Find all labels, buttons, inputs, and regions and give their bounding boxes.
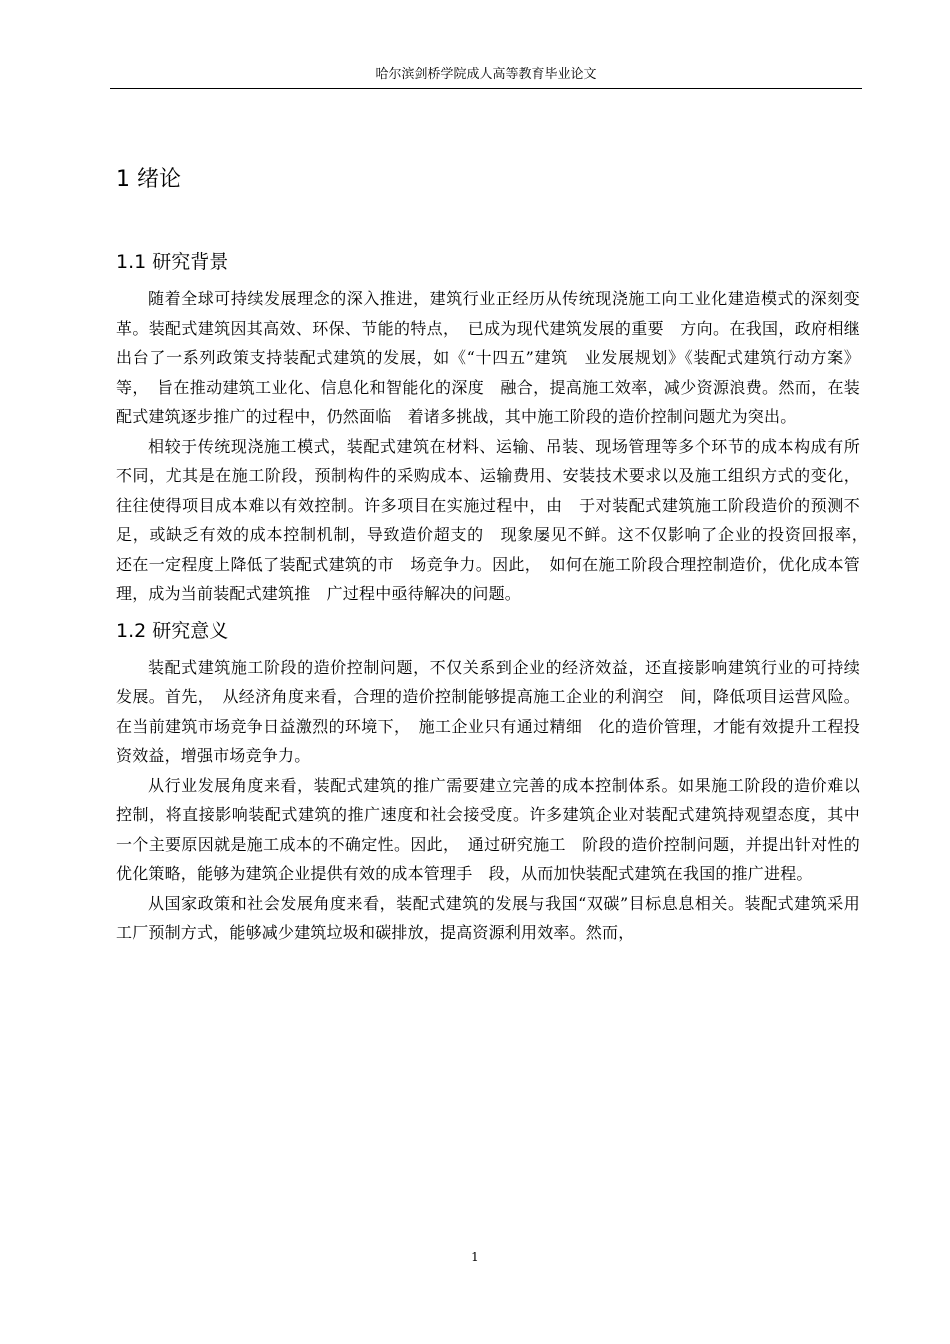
paragraph: 从国家政策和社会发展角度来看，装配式建筑的发展与我国“双碳”目标息息相关。装配式建筑采用工厂预制方式，能够减少建筑垃圾和碳排放，提高资源利用效率。然而，	[116, 893, 860, 942]
paragraph: 从行业发展角度来看，装配式建筑的推广需要建立完善的成本控制体系。如果施工阶段的造价难以控制，将直接影响装配式建筑的推广速度和社会接受度。许多建筑企业对装配式建筑持观望态度，其中一个主要原因就是施工成本的不确定性。因此， 通过研究施工 阶段的造价控制问题，并提出针对性的优化策略，能够为建筑企业提供有效的成本管理手 段，从而加快装配式建筑在我国的推广进程。	[116, 775, 860, 883]
page-body	[116, 150, 877, 948]
paragraph: 装配式建筑施工阶段的造价控制问题，不仅关系到企业的经济效益，还直接影响建筑行业的可持续发展。首先， 从经济角度来看，合理的造价控制能够提高施工企业的利润空 间，降低项目运营风险。在当前建筑市场竞争日益激烈的环境下， 施工企业只有通过精细 化的造价管理，才能有效提升工程投资效益，增强市场竞争力。	[116, 657, 860, 765]
paragraph: 随着全球可持续发展理念的深入推进，建筑行业正经历从传统现浇施工向工业化建造模式的深刻变革。装配式建筑因其高效、环保、节能的特点， 已成为现代建筑发展的重要 方向。在我国，政府相继出台了一系列政策支持装配式建筑的发展，如《“十四五”建筑 业发展规划》《装配式建筑行动方案》等， 旨在推动建筑工业化、信息化和智能化的深度 融合，提高施工效率，减少资源浪费。然而，在装配式建筑逐步推广的过程中，仍然面临 着诸多挑战，其中施工阶段的造价控制问题尤为突出。	[116, 289, 860, 426]
section-title-background: 1.1 研究背景	[116, 251, 229, 273]
header-rule	[110, 88, 862, 89]
page-number: 1	[471, 1250, 479, 1264]
section-title-significance: 1.2 研究意义	[116, 619, 229, 642]
running-header: 哈尔滨剑桥学院成人高等教育毕业论文	[375, 67, 597, 82]
paragraph: 相较于传统现浇施工模式，装配式建筑在材料、运输、吊装、现场管理等多个环节的成本构成有所不同，尤其是在施工阶段，预制构件的采购成本、运输费用、安装技术要求以及施工组织方式的变化，往往使得项目成本难以有效控制。许多项目在实施过程中，由 于对装配式建筑施工阶段造价的预测不足，或缺乏有效的成本控制机制，导致造价超支的 现象屡见不鲜。这不仅影响了企业的投资回报率， 还在一定程度上降低了装配式建筑的市 场竞争力。因此， 如何在施工阶段合理控制造价，优化成本管理，成为当前装配式建筑推 广过程中亟待解决的问题。	[116, 436, 877, 603]
chapter-title: 1 绪论	[116, 167, 181, 192]
